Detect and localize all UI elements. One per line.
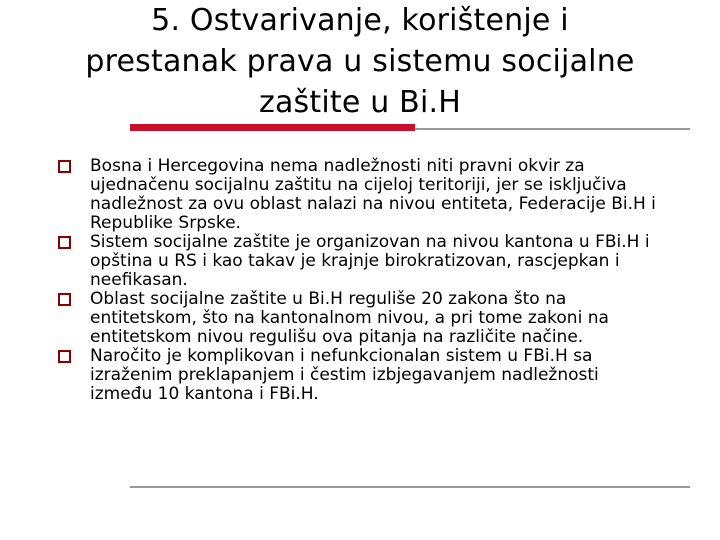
bullet-item	[58, 233, 658, 290]
bullet-list	[58, 157, 658, 404]
square-bullet-icon	[58, 350, 71, 363]
bullet-text: Naročito je komplikovan i nefunkcionalan sistem u FBi.H sa izraženim preklapanjem i čestim izbjegavanjem nadležnosti između 10 kantona i FBi.H.	[90, 346, 599, 404]
bullet-item	[58, 290, 658, 347]
bullet-text: Sistem socijalne zaštite je organizovan na nivou kantona u FBi.H i opština u RS i kao takav je krajnje birokratizovan, rascjepkan i neefikasan.	[90, 232, 650, 290]
square-bullet-icon	[58, 236, 71, 249]
bullet-text: Bosna i Hercegovina nema nadležnosti niti pravni okvir za ujednačenu socijalnu zaštitu na cijeloj teritoriji, jer se isključiva nadležnost za ovu oblast nalazi na nivou entiteta, Federacije Bi.H i Republike Srpske.	[90, 156, 656, 233]
square-bullet-icon	[58, 160, 71, 173]
bullet-item	[58, 157, 658, 233]
title-accent-bar	[130, 124, 415, 131]
bottom-divider-line	[130, 486, 690, 488]
slide-title-line-3: zaštite u Bi.H	[259, 85, 461, 120]
bullet-item	[58, 347, 658, 404]
square-bullet-icon	[58, 293, 71, 306]
slide-title-line-2: prestanak prava u sistemu socijalne	[85, 44, 635, 79]
slide-title	[20, 0, 700, 123]
slide-title-line-1: 5. Ostvarivanje, korištenje i	[151, 3, 569, 38]
bullet-text: Oblast socijalne zaštite u Bi.H reguliše 20 zakona što na entitetskom, što na kantonalnom nivou, a pri tome zakoni na entitetskom nivou regulišu ova pitanja na različite načine.	[90, 289, 609, 347]
